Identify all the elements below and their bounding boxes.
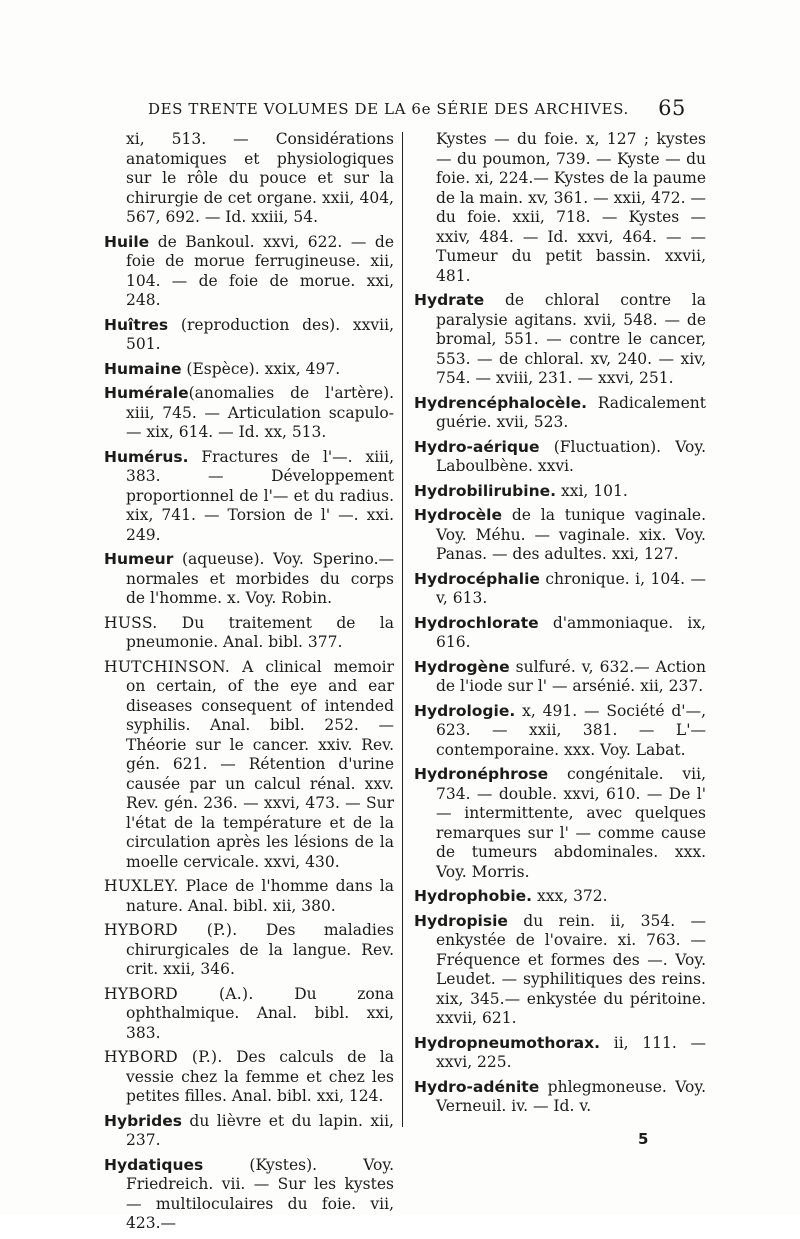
entry-headword: Humérus. [104, 447, 189, 466]
entry-text: sulfuré. v, 632.— Action de l'iode sur l' — arsénié. xii, 237. [436, 657, 706, 695]
entry-text: (Fluctuation). Voy. Laboulbène. xxvi. [436, 437, 706, 475]
entry-text: (reproduction des). xxvii, 501. [126, 315, 394, 353]
entry-text: de la tunique vaginale. Voy. Méhu. — vaginale. xix. Voy. Panas. — des adultes. xxi, 127. [436, 506, 706, 563]
entry-headword: Hydrologie. [414, 701, 516, 720]
index-entry [414, 506, 706, 565]
entry-text: x, 491. — Société d'—, 623. — xxii, 381. — L'— contemporaine. xxx. Voy. Labat. [436, 701, 706, 759]
index-entry [414, 438, 706, 477]
entry-text: Du traitement de la pneumonie. Anal. bibl. 377. [126, 613, 394, 651]
entry-headword: HUXLEY. [104, 877, 179, 895]
index-entry [104, 614, 394, 653]
entry-headword: Hydrocèle [414, 506, 502, 524]
entry-text: Des calculs de la vessie chez la femme et chez les petites filles. Anal. bibl. xxi, 124. [126, 1048, 394, 1105]
entry-headword: Hydropisie [414, 911, 508, 930]
entry-headword: Hydrocéphalie [414, 569, 540, 588]
index-entry [414, 570, 706, 609]
index-entry [104, 877, 394, 916]
index-entry [104, 985, 394, 1044]
index-entry [414, 1078, 706, 1117]
index-entry [104, 921, 394, 980]
entry-headword: Hydropneumothorax. [414, 1033, 601, 1052]
index-entry [104, 130, 394, 228]
entry-headword: Humérale [104, 384, 189, 402]
entry-headword: Hydronéphrose [414, 765, 549, 783]
entry-text: phlegmoneuse. Voy. Verneuil. iv. — Id. v. [436, 1077, 706, 1115]
index-entry [104, 1112, 394, 1151]
entry-headword: HYBORD (P.). [104, 921, 238, 939]
signature-mark: 5 [638, 1130, 649, 1148]
right-column [414, 130, 706, 1122]
entry-headword: HYBORD (A.). [104, 984, 254, 1003]
entry-headword: Hydrate [414, 291, 485, 309]
entry-headword: Humaine [104, 359, 182, 378]
entry-text: Radicalement guérie. xvii, 523. [436, 393, 706, 431]
index-entry [104, 360, 394, 380]
index-entry [104, 658, 394, 873]
entry-text: xxx, 372. [532, 887, 608, 905]
entry-headword: Hydrophobie. [414, 887, 533, 905]
entry-text: d'ammoniaque. ix, 616. [436, 613, 706, 651]
column-divider [402, 132, 403, 1127]
entry-text: Fractures de l'—. xiii, 383. — Développement proportionnel de l'— et du radius. xix, 741. — Torsion de l' —. xxi. 249. [126, 447, 394, 544]
entry-headword: Huile [104, 232, 150, 251]
entry-headword: HUTCHINSON. [104, 657, 231, 676]
entry-text: A clinical memoir on certain, of the eye and ear diseases consequent of intended syphilis. Anal. bibl. 252. — Théorie sur le cancer. xxiv. Rev. gén. 621. — Rétention d'urine causée par un calcul rénal. xxv. Rev. gén. 236. — xxvi, 473. — Sur l'état de la température et de la circulation après les lésions de la moelle cervicale. xxvi, 430. [126, 657, 394, 871]
entry-headword: Hydrencéphalocèle. [414, 393, 588, 412]
entry-text: congénitale. vii, 734. — double. xxvi, 610. — De l' — intermittente, avec quelques remarques sur l' — comme cause de tumeurs abdominales. xxx. Voy. Morris. [436, 765, 706, 881]
entry-headword: Hydatiques [104, 1155, 204, 1174]
entry-headword: Huîtres [104, 315, 169, 334]
entry-headword: HUSS. [104, 613, 158, 632]
entry-text: (Espèce). xxix, 497. [181, 359, 341, 378]
entry-headword: Hydro-adénite [414, 1077, 540, 1096]
index-entry [414, 912, 706, 1029]
entry-text: (Kystes). Voy. Friedreich. vii. — Sur les kystes — multiloculaires du foie. vii, 423.— [126, 1155, 394, 1232]
entry-headword: Hydrobilirubine. [414, 481, 557, 500]
entry-text: Des maladies chirurgicales de la langue. Rev. crit. xxii, 346. [126, 921, 394, 978]
entry-text: (aqueuse). Voy. Sperino.— normales et morbides du corps de l'homme. x. Voy. Robin. [126, 550, 394, 607]
entry-text: chronique. i, 104. — v, 613. [436, 569, 706, 607]
left-column [104, 130, 394, 1239]
entry-headword: Hydro-aérique [414, 437, 540, 456]
entry-text: Place de l'homme dans la nature. Anal. bibl. xii, 380. [126, 877, 394, 915]
page-number: 65 [658, 96, 686, 120]
entry-headword: Hybrides [104, 1111, 182, 1130]
index-entry [414, 130, 706, 286]
index-entry [414, 291, 706, 389]
index-entry [104, 233, 394, 311]
entry-text: de Bankoul. xxvi, 622. — de foie de morue ferrugineuse. xii, 104. — de foie de morue. xxi, 248. [126, 232, 394, 309]
index-entry [414, 482, 706, 502]
index-entry [414, 887, 706, 907]
index-entry [414, 765, 706, 882]
running-head-title: DES TRENTE VOLUMES DE LA 6e SÉRIE DES ARCHIVES. [148, 100, 629, 118]
index-entry [414, 1034, 706, 1073]
index-entry [104, 1048, 394, 1107]
index-entry [104, 1156, 394, 1234]
index-entry [414, 658, 706, 697]
entry-text: du lièvre et du lapin. xii, 237. [126, 1111, 394, 1149]
index-entry [414, 702, 706, 761]
index-entry [414, 394, 706, 433]
running-head [148, 96, 686, 120]
entry-text: (anomalies de l'artère). xiii, 745. — Articulation scapulo- — xix, 614. — Id. xx, 513. [126, 384, 394, 441]
entry-text: de chloral contre la paralysie agitans. xvii, 548. — de bromal, 551. — contre le cancer, 553. — de chloral. xv, 240. — xiv, 754. — xviii, 231. — xxvi, 251. [436, 291, 706, 387]
entry-text: du rein. ii, 354. — enkystée de l'ovaire. xi. 763. — Fréquence et formes des —. Voy. Leudet. — syphilitiques des reins. xix, 345.— enkystée du péritoine. xxvii, 621. [436, 911, 706, 1027]
entry-headword: HYBORD (P.). [104, 1048, 223, 1066]
index-entry [104, 550, 394, 609]
entry-text: ii, 111. — xxvi, 225. [436, 1033, 706, 1071]
entry-text: xi, 513. — Considérations anatomiques et physiologiques sur le rôle du pouce et sur la chirurgie de cet organe. xxii, 404, 567, 692. — Id. xxiii, 54. [126, 130, 394, 226]
entry-headword: Hydrochlorate [414, 613, 539, 632]
index-entry [104, 316, 394, 355]
entry-text: xxi, 101. [556, 481, 628, 500]
index-entry [104, 384, 394, 443]
entry-headword: Hydrogène [414, 657, 510, 676]
entry-text: Du zona ophthalmique. Anal. bibl. xxi, 383. [126, 984, 394, 1042]
index-entry [104, 448, 394, 546]
index-entry [414, 614, 706, 653]
entry-headword: Humeur [104, 550, 174, 568]
entry-text: Kystes — du foie. x, 127 ; kystes — du poumon, 739. — Kyste — du foie. xi, 224.— Kystes de la paume de la main. xv, 361. — xxii, 472. — du foie. xxii, 718. — Kystes — xxiv, 484. — Id. xxvi, 464. — — Tumeur du petit bassin. xxvii, 481. [436, 130, 706, 285]
